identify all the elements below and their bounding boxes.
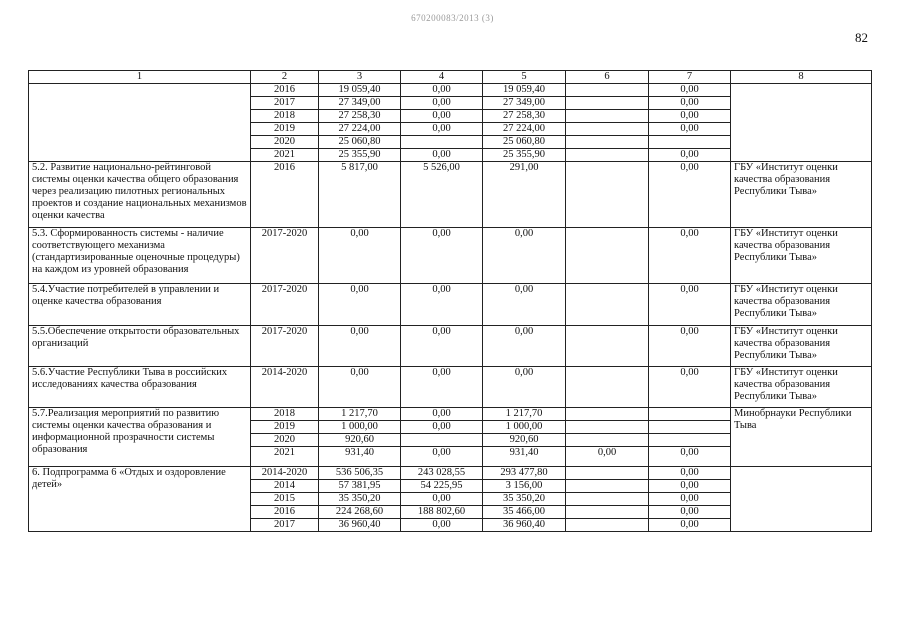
- amount-cell: 27 349,00: [483, 97, 566, 110]
- column-header: 7: [649, 71, 731, 84]
- activity-name-cell: 5.5.Обеспечение открытости образовательных организаций: [29, 326, 251, 367]
- amount-cell: 0,00: [319, 284, 401, 326]
- amount-cell: 0,00: [401, 519, 483, 532]
- activity-name-cell: 5.4.Участие потребителей в управлении и оценке качества образования: [29, 284, 251, 326]
- amount-cell: [566, 493, 649, 506]
- amount-cell: 36 960,40: [319, 519, 401, 532]
- amount-cell: 0,00: [401, 421, 483, 434]
- amount-cell: 0,00: [649, 493, 731, 506]
- amount-cell: 536 506,35: [319, 467, 401, 480]
- amount-cell: 27 224,00: [319, 123, 401, 136]
- amount-cell: 0,00: [649, 480, 731, 493]
- amount-cell: 0,00: [649, 506, 731, 519]
- org-cell: ГБУ «Институт оценки качества образования Республики Тыва»: [731, 228, 872, 284]
- amount-cell: 0,00: [649, 162, 731, 228]
- column-header: 4: [401, 71, 483, 84]
- column-header: 5: [483, 71, 566, 84]
- amount-cell: 0,00: [401, 123, 483, 136]
- amount-cell: 243 028,55: [401, 467, 483, 480]
- amount-cell: 35 350,20: [319, 493, 401, 506]
- amount-cell: 25 355,90: [483, 149, 566, 162]
- amount-cell: [566, 136, 649, 149]
- amount-cell: [566, 506, 649, 519]
- amount-cell: [566, 84, 649, 97]
- table-row: [29, 367, 872, 408]
- amount-cell: 0,00: [649, 84, 731, 97]
- amount-cell: 0,00: [401, 326, 483, 367]
- amount-cell: 0,00: [649, 447, 731, 467]
- amount-cell: 25 060,80: [319, 136, 401, 149]
- subprogram-name-cell: 6. Подпрограмма 6 «Отдых и оздоровление детей»: [29, 467, 251, 532]
- amount-cell: [566, 421, 649, 434]
- amount-cell: 0,00: [649, 123, 731, 136]
- amount-cell: 224 268,60: [319, 506, 401, 519]
- year-cell: 2021: [251, 447, 319, 467]
- amount-cell: 0,00: [401, 367, 483, 408]
- table-row: [29, 326, 872, 367]
- year-cell: 2017-2020: [251, 284, 319, 326]
- document-header-code: 670200083/2013 (3): [411, 13, 494, 23]
- column-header: 2: [251, 71, 319, 84]
- amount-cell: 27 349,00: [319, 97, 401, 110]
- amount-cell: 0,00: [649, 467, 731, 480]
- amount-cell: 931,40: [319, 447, 401, 467]
- table-row: [29, 408, 872, 421]
- org-cell: ГБУ «Институт оценки качества образования Республики Тыва»: [731, 162, 872, 228]
- org-cell: Минобрнауки Республики Тыва: [731, 408, 872, 467]
- amount-cell: [566, 326, 649, 367]
- amount-cell: 36 960,40: [483, 519, 566, 532]
- amount-cell: [401, 434, 483, 447]
- amount-cell: 0,00: [649, 519, 731, 532]
- table-row: [29, 84, 872, 97]
- amount-cell: 0,00: [319, 367, 401, 408]
- amount-cell: 0,00: [401, 84, 483, 97]
- amount-cell: 0,00: [649, 326, 731, 367]
- year-cell: 2014-2020: [251, 367, 319, 408]
- amount-cell: 0,00: [401, 447, 483, 467]
- activity-name-cell: 5.7.Реализация мероприятий по развитию системы оценки качества образования и информационной прозрачности системы образования: [29, 408, 251, 467]
- year-cell: 2017-2020: [251, 228, 319, 284]
- amount-cell: 0,00: [649, 228, 731, 284]
- amount-cell: 1 000,00: [483, 421, 566, 434]
- amount-cell: 0,00: [401, 228, 483, 284]
- amount-cell: 0,00: [649, 110, 731, 123]
- amount-cell: 25 060,80: [483, 136, 566, 149]
- table-row: [29, 162, 872, 228]
- amount-cell: 0,00: [566, 447, 649, 467]
- year-cell: 2019: [251, 421, 319, 434]
- amount-cell: 0,00: [319, 228, 401, 284]
- year-cell: 2015: [251, 493, 319, 506]
- amount-cell: 27 258,30: [319, 110, 401, 123]
- amount-cell: 5 817,00: [319, 162, 401, 228]
- amount-cell: 25 355,90: [319, 149, 401, 162]
- org-cell: [731, 84, 872, 162]
- amount-cell: 1 217,70: [483, 408, 566, 421]
- amount-cell: [566, 434, 649, 447]
- amount-cell: [649, 408, 731, 421]
- year-cell: 2017: [251, 519, 319, 532]
- org-cell: ГБУ «Институт оценки качества образования Республики Тыва»: [731, 284, 872, 326]
- amount-cell: [566, 467, 649, 480]
- amount-cell: [566, 97, 649, 110]
- amount-cell: 0,00: [649, 367, 731, 408]
- program-table: [28, 70, 872, 532]
- amount-cell: [566, 123, 649, 136]
- amount-cell: 1 000,00: [319, 421, 401, 434]
- amount-cell: 920,60: [483, 434, 566, 447]
- year-cell: 2017-2020: [251, 326, 319, 367]
- amount-cell: 19 059,40: [483, 84, 566, 97]
- amount-cell: 57 381,95: [319, 480, 401, 493]
- amount-cell: 291,00: [483, 162, 566, 228]
- column-header-row: [29, 71, 872, 84]
- amount-cell: 0,00: [319, 326, 401, 367]
- amount-cell: [566, 367, 649, 408]
- year-cell: 2016: [251, 162, 319, 228]
- amount-cell: 0,00: [483, 326, 566, 367]
- year-cell: 2020: [251, 136, 319, 149]
- amount-cell: [566, 408, 649, 421]
- amount-cell: 3 156,00: [483, 480, 566, 493]
- amount-cell: 0,00: [401, 408, 483, 421]
- activity-name-cell: 5.3. Сформированность системы - наличие соответствующего механизма (стандартизированные оценочные процедуры) на каждом из уровней образования: [29, 228, 251, 284]
- amount-cell: 293 477,80: [483, 467, 566, 480]
- amount-cell: 5 526,00: [401, 162, 483, 228]
- amount-cell: 54 225,95: [401, 480, 483, 493]
- amount-cell: 188 802,60: [401, 506, 483, 519]
- amount-cell: 0,00: [649, 284, 731, 326]
- amount-cell: [566, 480, 649, 493]
- year-cell: 2018: [251, 408, 319, 421]
- amount-cell: [566, 149, 649, 162]
- column-header: 3: [319, 71, 401, 84]
- column-header: 1: [29, 71, 251, 84]
- year-cell: 2014-2020: [251, 467, 319, 480]
- amount-cell: 0,00: [649, 149, 731, 162]
- amount-cell: 27 224,00: [483, 123, 566, 136]
- activity-name-cell: 5.2. Развитие национально-рейтинговой системы оценки качества общего образования через реализацию пилотных региональных проектов и создание национальных механизмов оценки качества: [29, 162, 251, 228]
- year-cell: 2017: [251, 97, 319, 110]
- year-cell: 2019: [251, 123, 319, 136]
- amount-cell: 0,00: [483, 284, 566, 326]
- amount-cell: 0,00: [401, 149, 483, 162]
- year-cell: 2016: [251, 506, 319, 519]
- amount-cell: [649, 421, 731, 434]
- amount-cell: 931,40: [483, 447, 566, 467]
- amount-cell: [566, 284, 649, 326]
- year-cell: 2021: [251, 149, 319, 162]
- table-row: [29, 228, 872, 284]
- amount-cell: [649, 434, 731, 447]
- org-cell: ГБУ «Институт оценки качества образования Республики Тыва»: [731, 326, 872, 367]
- amount-cell: 0,00: [401, 493, 483, 506]
- amount-cell: 35 350,20: [483, 493, 566, 506]
- table-row: [29, 284, 872, 326]
- org-cell: ГБУ «Институт оценки качества образования Республики Тыва»: [731, 367, 872, 408]
- amount-cell: 0,00: [483, 367, 566, 408]
- amount-cell: 0,00: [401, 284, 483, 326]
- amount-cell: [566, 162, 649, 228]
- page-number: 82: [855, 30, 868, 45]
- amount-cell: [566, 110, 649, 123]
- amount-cell: 19 059,40: [319, 84, 401, 97]
- amount-cell: 1 217,70: [319, 408, 401, 421]
- amount-cell: 0,00: [401, 97, 483, 110]
- activity-name-cell: 5.6.Участие Республики Тыва в российских исследованиях качества образования: [29, 367, 251, 408]
- amount-cell: 0,00: [649, 97, 731, 110]
- column-header: 6: [566, 71, 649, 84]
- year-cell: 2016: [251, 84, 319, 97]
- amount-cell: 35 466,00: [483, 506, 566, 519]
- year-cell: 2020: [251, 434, 319, 447]
- year-cell: 2018: [251, 110, 319, 123]
- amount-cell: [649, 136, 731, 149]
- year-cell: 2014: [251, 480, 319, 493]
- amount-cell: 0,00: [401, 110, 483, 123]
- column-header: 8: [731, 71, 872, 84]
- org-cell: [731, 467, 872, 532]
- amount-cell: [401, 136, 483, 149]
- continued-name-cell: [29, 84, 251, 162]
- amount-cell: 27 258,30: [483, 110, 566, 123]
- table-row: [29, 467, 872, 480]
- amount-cell: [566, 228, 649, 284]
- amount-cell: 920,60: [319, 434, 401, 447]
- amount-cell: [566, 519, 649, 532]
- amount-cell: 0,00: [483, 228, 566, 284]
